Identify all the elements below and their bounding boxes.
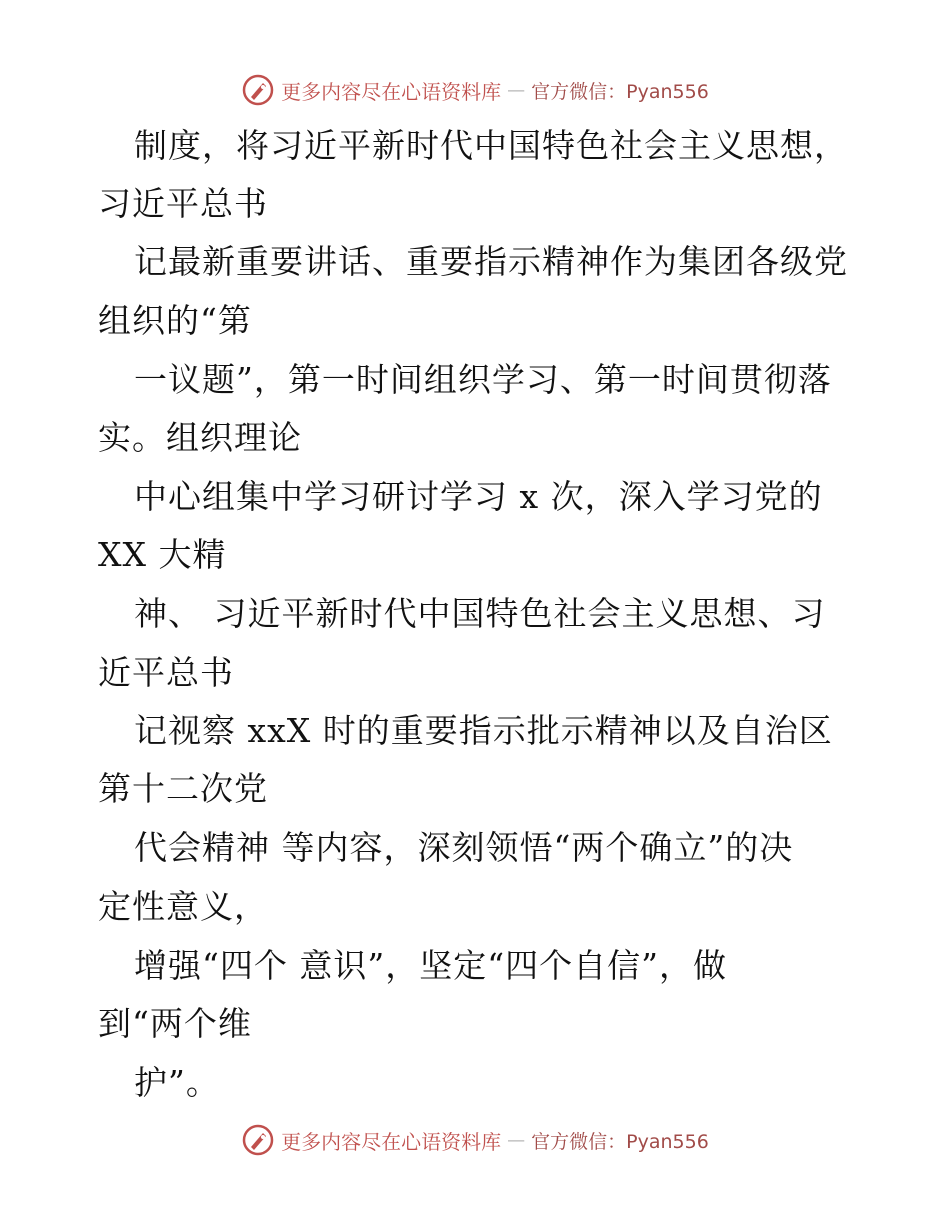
body-line: 近平总书	[98, 653, 234, 692]
body-line: 代会精神 等内容，深刻领悟“两个确立”的决	[134, 828, 794, 867]
body-line: 神、 习近平新时代中国特色社会主义思想、习	[134, 594, 826, 633]
body-line: XX 大精	[98, 535, 227, 574]
body-line: 组织的“第	[98, 301, 252, 340]
body-line: 到“两个维	[98, 1004, 252, 1043]
banner-wechat: 官方微信：Pyan556	[531, 80, 709, 103]
body-line: 习近平总书	[98, 184, 268, 223]
banner-text: 更多内容尽在心语资料库	[281, 79, 502, 104]
body-line: 增强“四个 意识”，坚定“四个自信”，做	[134, 946, 727, 985]
body-line: 定性意义，	[98, 887, 268, 926]
body-line: 一议题”，第一时间组织学习、第一时间贯彻落	[134, 360, 832, 399]
footer-banner	[0, 1120, 950, 1160]
pen-nib-icon	[241, 1123, 275, 1157]
body-line: 护”。	[134, 1063, 220, 1102]
body-line: 第十二次党	[98, 769, 268, 808]
banner-wechat: 官方微信：Pyan556	[531, 1130, 709, 1153]
body-line: 实。组织理论	[98, 418, 302, 457]
banner-separator: —	[507, 79, 526, 101]
banner-separator: —	[507, 1129, 526, 1151]
banner-text: 更多内容尽在心语资料库	[281, 1129, 502, 1154]
body-line: 制度，将习近平新时代中国特色社会主义思想，	[134, 126, 848, 165]
pen-nib-icon	[241, 73, 275, 107]
body-line: 记视察 xxX 时的重要指示批示精神以及自治区	[134, 711, 833, 750]
body-line: 中心组集中学习研讨学习 x 次，深入学习党的	[134, 477, 823, 516]
body-line: 记最新重要讲话、重要指示精神作为集团各级党	[134, 242, 848, 281]
header-banner	[0, 70, 950, 110]
